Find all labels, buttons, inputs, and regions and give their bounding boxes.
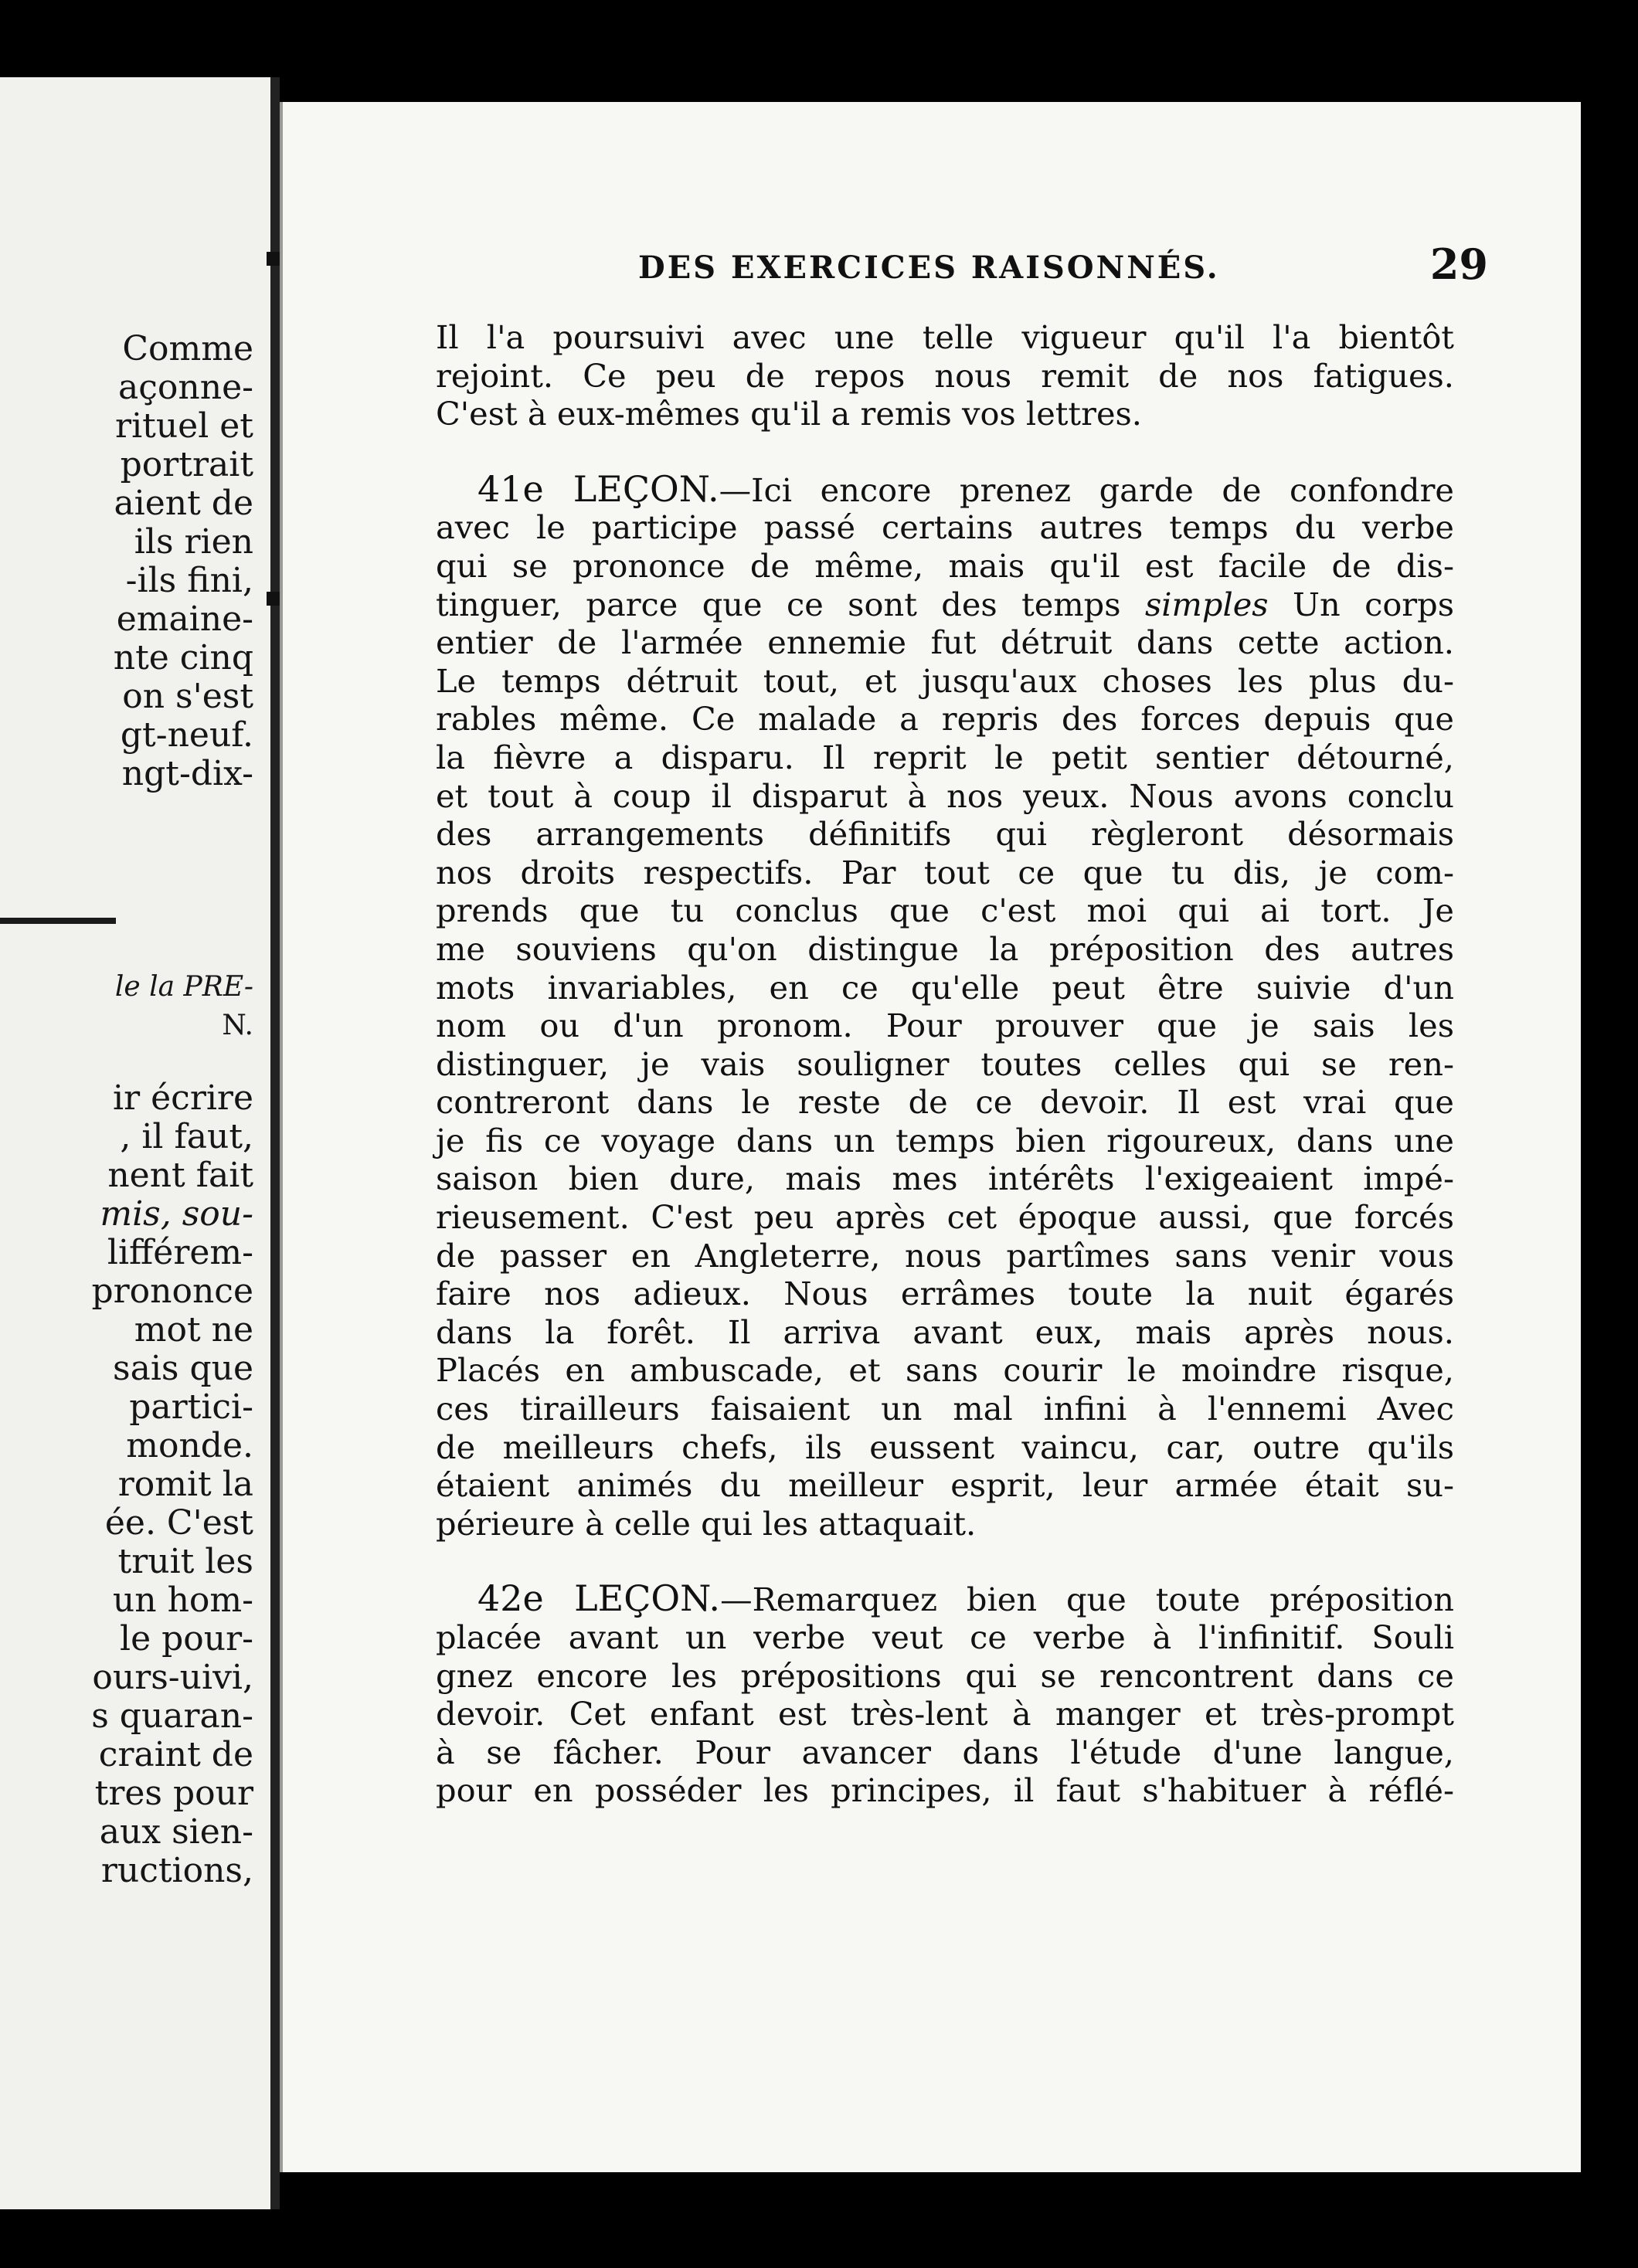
left-page-line: -ils fini, [125,561,253,600]
text-line: rieusement. C'est peu après cet époque aussi, que forcés [436,1198,1454,1237]
left-page-line: le la PRE- [114,971,253,1003]
text-line: à se fâcher. Pour avancer dans l'étude d'une langue, [436,1733,1454,1771]
text-line: mots invariables, en ce qu'elle peut être suivie d'un [436,968,1454,1007]
left-page-line: rituel et [115,406,253,446]
text-line: Placés en ambuscade, et sans courir le moindre risque, [436,1351,1454,1390]
text-line: avec le participe passé certains autres temps du verbe [436,508,1454,547]
text-line: nom ou d'un pronom. Pour prouver que je sais les [436,1007,1454,1045]
left-page-line: mot ne [134,1310,253,1350]
text-line: ces tirailleurs faisaient un mal infini à l'ennemi Avec [436,1390,1454,1428]
left-page-line: ir écrire [113,1078,253,1118]
text-line: périeure à celle qui les attaquait. [436,1504,977,1543]
left-page-line: gt-neuf. [120,715,253,755]
paragraph-gap [436,1543,1454,1580]
paragraph-gap [436,433,1454,470]
text-fragment: —Remarquez bien que toute préposition [720,1580,1454,1619]
left-page-line: ée. C'est [104,1503,253,1543]
left-page-line: craint de [98,1735,253,1774]
left-page-line: aux sien- [99,1812,253,1852]
text-line: dans la forêt. Il arriva avant eux, mais après nous. [436,1312,1454,1351]
text-line: rejoint. Ce peu de repos nous remit de nos fatigues. [436,356,1454,395]
text-line: et tout à coup il disparut à nos yeux. Nous avons conclu [436,776,1454,815]
page-body [436,318,1454,1810]
left-page-line: ngt-dix- [121,754,253,793]
text-line: étaient animés du meilleur esprit, leur armée était su- [436,1466,1454,1505]
binding-mark [267,592,280,606]
left-page-line: romit la [117,1465,253,1504]
left-page-line: partici- [129,1387,253,1427]
left-facing-page [0,77,273,2209]
left-page-line: N. [222,1010,253,1041]
text-line: contreront dans le reste de ce devoir. Il est vrai que [436,1083,1454,1122]
left-page-line: un hom- [112,1580,253,1620]
left-page-line: emaine- [116,599,253,639]
left-page-line: nent fait [107,1156,253,1195]
left-page-line: açonne- [118,368,253,407]
text-fragment: —Ici encore prenez garde de confondre [719,470,1454,509]
left-page-line: prononce [91,1272,253,1311]
text-line: C'est à eux-mêmes qu'il a remis vos lettres. [436,395,1142,433]
text-line: des arrangements définitifs qui règleront désormais [436,815,1454,854]
lesson-41-label: 41e LEÇON. [477,467,719,510]
left-page-line: mis, sou- [100,1194,253,1234]
text-line: de meilleurs chefs, ils eussent vaincu, car, outre qu'ils [436,1428,1454,1466]
running-head: DES EXERCICES RAISONNÉS. [638,250,1220,286]
text-line: prends que tu conclus que c'est moi qui ai tort. Je [436,891,1454,930]
lesson-42-label: 42e LEÇON. [477,1577,721,1620]
text-line: qui se prononce de même, mais qu'il est facile de dis- [436,546,1454,585]
lesson-42-first-line [436,1577,1454,1620]
text-line: la fièvre a disparu. Il reprit le petit sentier détourné, [436,738,1454,776]
text-line: entier de l'armée ennemie fut détruit dans cette action. [436,623,1454,662]
text-line: placée avant un verbe veut ce verbe à l'infinitif. Souli [436,1618,1454,1656]
text-line: saison bien dure, mais mes intérêts l'exigeaient impé- [436,1159,1454,1198]
text-line: de passer en Angleterre, nous partîmes sans venir vous [436,1236,1454,1275]
text-line: distinguer, je vais souligner toutes celles qui se ren- [436,1044,1454,1083]
left-page-line: le pour- [120,1619,253,1659]
left-page-line: Comme [122,329,253,368]
book-gutter [270,77,280,2209]
text-line: Il l'a poursuivi avec une telle vigueur qu'il l'a bientôt [436,318,1454,356]
page-number: 29 [1429,239,1488,289]
section-rule [0,918,116,924]
left-page-line: tres pour [94,1774,253,1813]
left-page-line: ructions, [100,1851,253,1890]
text-line: Le temps détruit tout, et jusqu'aux choses les plus du- [436,661,1454,700]
text-line: nos droits respectifs. Par tout ce que tu dis, je com- [436,853,1454,891]
binding-mark [267,252,280,266]
left-page-line: portrait [120,445,253,484]
text-line: gnez encore les prépositions qui se rencontrent dans ce [436,1656,1454,1695]
lesson-41-first-line [436,467,1454,510]
italic-word: simples [1144,585,1269,623]
left-page-line: ils rien [134,522,253,562]
text-line: pour en posséder les principes, il faut s'habituer à réflé- [436,1771,1454,1810]
left-page-line: ours-uivi, [92,1658,253,1697]
text-line: faire nos adieux. Nous errâmes toute la nuit égarés [436,1275,1454,1313]
text-line: devoir. Cet enfant est très-lent à manger et très-prompt [436,1695,1454,1733]
left-page-line: monde. [126,1426,253,1465]
left-page-line: lifférem- [107,1233,253,1272]
text-line: me souviens qu'on distingue la préposition des autres [436,929,1454,968]
left-page-line: , il faut, [120,1117,253,1156]
text-fragment: tinguer, parce que ce sont des temps [436,585,1121,623]
left-page-line: sais que [113,1349,253,1388]
right-page [280,102,1581,2172]
left-page-line: nte cinq [113,638,253,677]
text-line: je fis ce voyage dans un temps bien rigoureux, dans une [436,1121,1454,1159]
text-fragment: Un corps [1268,585,1454,623]
left-page-line: aient de [114,484,253,523]
text-line: rables même. Ce malade a repris des forces depuis que [436,700,1454,738]
text-line [436,586,1454,624]
left-page-line: truit les [117,1542,253,1581]
left-page-line: s quaran- [91,1696,253,1736]
left-page-line: on s'est [122,677,253,716]
